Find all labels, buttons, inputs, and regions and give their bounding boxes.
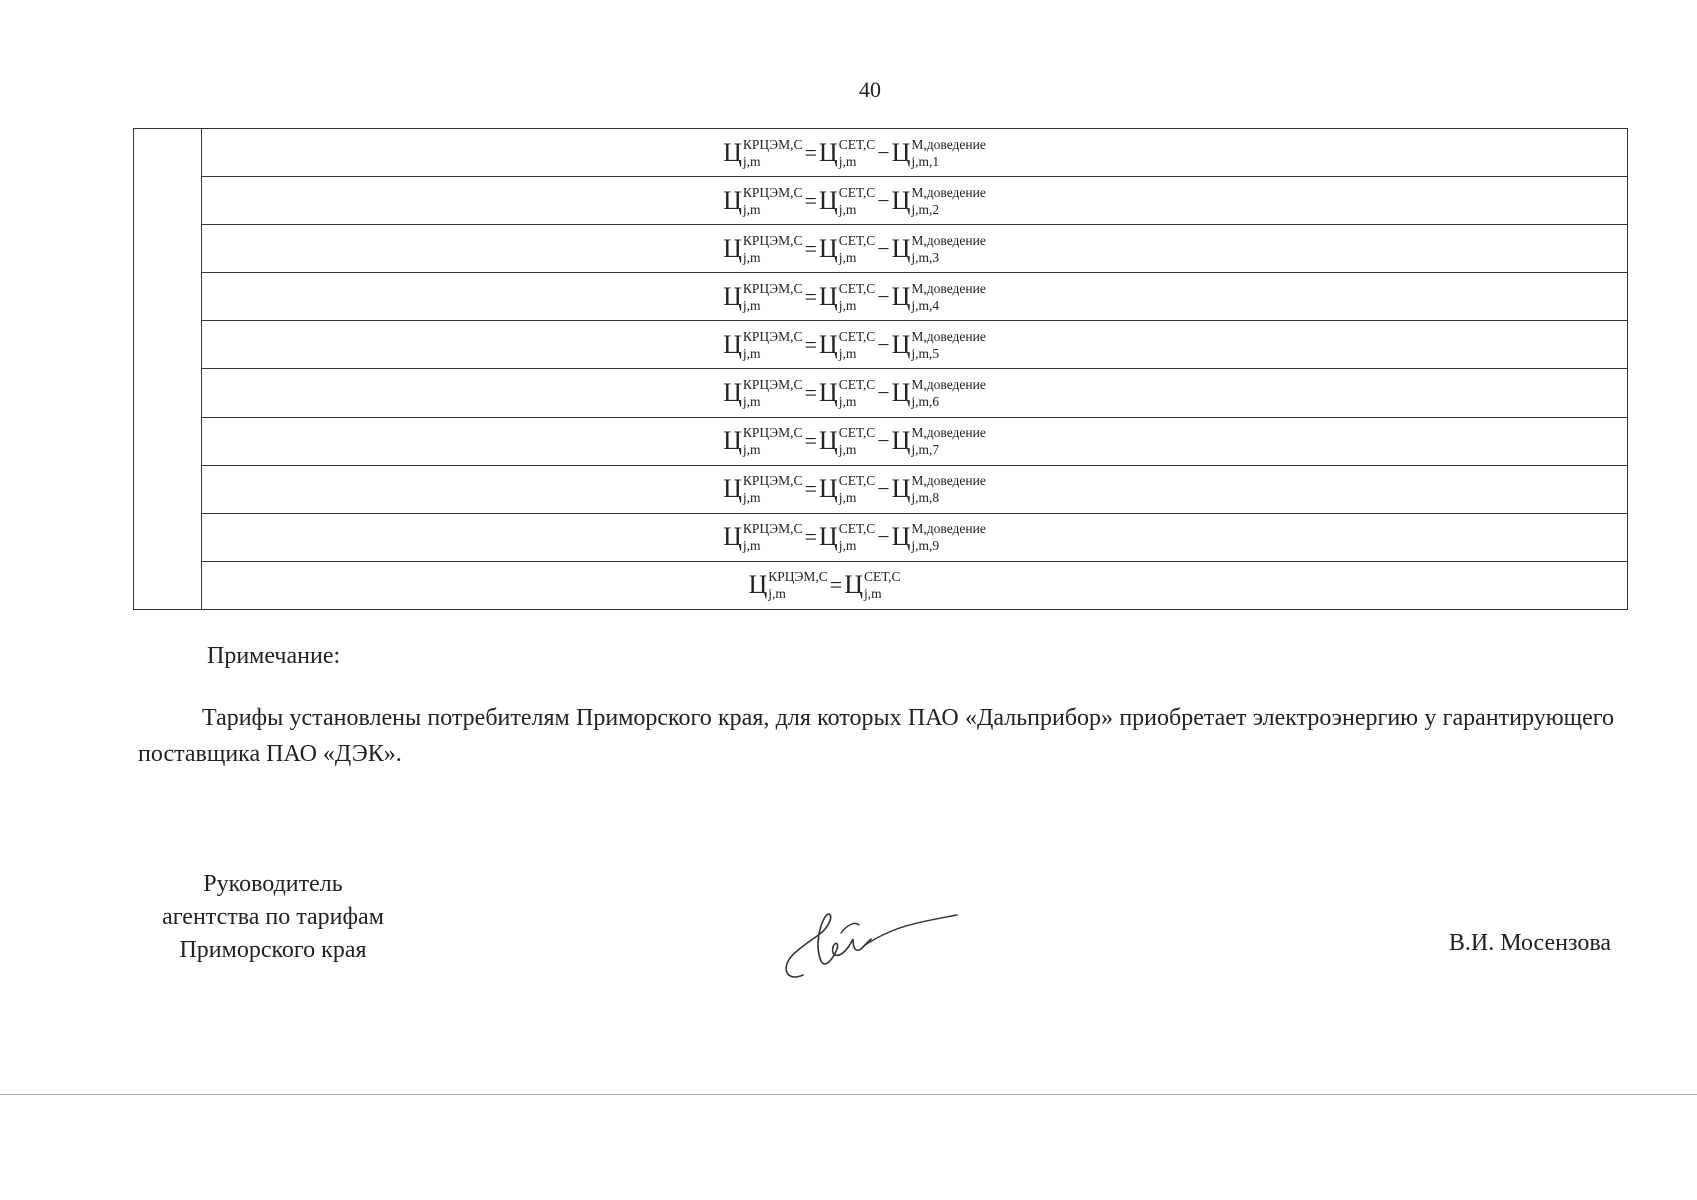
formula-sup: КРЦЭМ,С bbox=[742, 280, 803, 296]
formula-sub: j,m bbox=[838, 345, 857, 361]
formula bbox=[723, 136, 986, 169]
formula-rhs-dovedenie: Ц М,доведение j,m,7 bbox=[891, 425, 986, 458]
formula-sub: j,m,2 bbox=[911, 201, 940, 217]
minus-sign: − bbox=[877, 283, 890, 309]
formula bbox=[723, 184, 986, 217]
formula-sub: j,m bbox=[838, 201, 857, 217]
formula-sup: КРЦЭМ,С bbox=[742, 184, 803, 200]
table-row bbox=[202, 369, 1627, 417]
equals-sign: = bbox=[804, 235, 817, 261]
minus-sign: − bbox=[877, 139, 890, 165]
formula bbox=[723, 377, 986, 410]
formula bbox=[748, 569, 901, 602]
equals-sign: = bbox=[804, 476, 817, 502]
formula-table bbox=[133, 128, 1628, 610]
formula-sub: j,m bbox=[838, 538, 857, 554]
formula-lhs: Ц КРЦЭМ,С j,m bbox=[723, 280, 803, 313]
formula-sup: М,доведение bbox=[911, 136, 986, 152]
formula bbox=[723, 521, 986, 554]
signatory-title bbox=[137, 868, 409, 967]
equals-sign: = bbox=[804, 428, 817, 454]
signatory-title-line: Приморского края bbox=[179, 937, 367, 963]
formula-sub: j,m,9 bbox=[911, 538, 940, 554]
equals-sign: = bbox=[804, 187, 817, 213]
formula-sub: j,m,7 bbox=[911, 442, 940, 458]
formula-sup: СЕТ,С bbox=[864, 569, 901, 585]
formula-sup: СЕТ,С bbox=[838, 521, 876, 537]
formula-rhs-net: Ц СЕТ,С j,m bbox=[818, 425, 876, 458]
formula-sub: j,m bbox=[768, 586, 786, 602]
formula-rhs-net: Ц СЕТ,С j,m bbox=[818, 377, 876, 410]
formula-sup: М,доведение bbox=[911, 425, 986, 441]
formula-sup: КРЦЭМ,С bbox=[742, 521, 803, 537]
table-row bbox=[202, 418, 1627, 466]
formula-sub: j,m bbox=[838, 442, 857, 458]
formula bbox=[723, 425, 986, 458]
formula-lhs: Ц КРЦЭМ,С j,m bbox=[723, 521, 803, 554]
minus-sign: − bbox=[877, 428, 890, 454]
table-left-column bbox=[134, 129, 202, 609]
page-bottom-rule bbox=[0, 1094, 1697, 1095]
equals-sign: = bbox=[804, 380, 817, 406]
formula-sup: СЕТ,С bbox=[838, 473, 876, 489]
formula-lhs: Ц КРЦЭМ,С j,m bbox=[723, 425, 803, 458]
signatory-title-line: Руководитель bbox=[203, 871, 343, 897]
formula-sup: СЕТ,С bbox=[838, 280, 876, 296]
formula-sub: j,m bbox=[742, 442, 761, 458]
formula-sup: КРЦЭМ,С bbox=[742, 136, 803, 152]
formula bbox=[723, 473, 986, 506]
formula-sup: КРЦЭМ,С bbox=[742, 377, 803, 393]
minus-sign: − bbox=[877, 476, 890, 502]
formula-sup: КРЦЭМ,С bbox=[742, 232, 803, 248]
equals-sign: = bbox=[804, 139, 817, 165]
formula-rhs-net: Ц СЕТ,С j,m bbox=[818, 328, 876, 361]
formula-sub: j,m bbox=[742, 249, 761, 265]
formula-sup: КРЦЭМ,С bbox=[742, 473, 803, 489]
formula-sub: j,m,6 bbox=[911, 394, 940, 410]
formula bbox=[723, 328, 986, 361]
formula-rhs-net: Ц СЕТ,С j,m bbox=[818, 521, 876, 554]
formula-sub: j,m bbox=[838, 490, 857, 506]
formula-sup: М,доведение bbox=[911, 280, 986, 296]
formula-sub: j,m bbox=[838, 394, 857, 410]
signatory-title-line: агентства по тарифам bbox=[162, 904, 384, 930]
formula-sub: j,m,5 bbox=[911, 345, 940, 361]
table-row bbox=[202, 466, 1627, 514]
formula-sup: М,доведение bbox=[911, 232, 986, 248]
table-row bbox=[202, 177, 1627, 225]
formula-rhs-dovedenie: Ц М,доведение j,m,1 bbox=[891, 136, 986, 169]
formula-lhs: Ц КРЦЭМ,С j,m bbox=[723, 377, 803, 410]
minus-sign: − bbox=[877, 524, 890, 550]
formula-rhs-net: Ц СЕТ,С j,m bbox=[818, 136, 876, 169]
formula-lhs: Ц КРЦЭМ,С j,m bbox=[723, 136, 803, 169]
table-row bbox=[202, 514, 1627, 562]
formula-lhs: Ц КРЦЭМ,С j,m bbox=[723, 184, 803, 217]
formula-sub: j,m,4 bbox=[911, 297, 940, 313]
table-row bbox=[202, 562, 1627, 609]
formula-sub: j,m,1 bbox=[911, 153, 940, 169]
formula-rhs-dovedenie: Ц М,доведение j,m,4 bbox=[891, 280, 986, 313]
formula-sup: СЕТ,С bbox=[838, 425, 876, 441]
formula-rhs-dovedenie: Ц М,доведение j,m,6 bbox=[891, 377, 986, 410]
formula-rhs-net: Ц СЕТ,С j,m bbox=[818, 232, 876, 265]
formula-sup: КРЦЭМ,С bbox=[742, 328, 803, 344]
formula-sub: j,m bbox=[838, 153, 857, 169]
note-title: Примечание: bbox=[207, 643, 341, 669]
formula-sup: М,доведение bbox=[911, 377, 986, 393]
formula-rhs-dovedenie: Ц М,доведение j,m,3 bbox=[891, 232, 986, 265]
formula-sup: М,доведение bbox=[911, 328, 986, 344]
equals-sign: = bbox=[804, 331, 817, 357]
formula-lhs: Ц КРЦЭМ,С j,m bbox=[723, 232, 803, 265]
table-row bbox=[202, 321, 1627, 369]
formula-rhs-dovedenie: Ц М,доведение j,m,8 bbox=[891, 473, 986, 506]
formula-sub: j,m bbox=[742, 345, 761, 361]
formula-rhs-dovedenie: Ц М,доведение j,m,5 bbox=[891, 328, 986, 361]
formula-lhs: Ц КРЦЭМ,С j,m bbox=[723, 473, 803, 506]
formula-rhs-net: Ц СЕТ,С j,m bbox=[844, 569, 901, 602]
formula-sub: j,m bbox=[864, 586, 882, 602]
table-row bbox=[202, 273, 1627, 321]
formula-rhs-net: Ц СЕТ,С j,m bbox=[818, 473, 876, 506]
formula-sup: СЕТ,С bbox=[838, 377, 876, 393]
minus-sign: − bbox=[877, 331, 890, 357]
formula bbox=[723, 232, 986, 265]
formula-sub: j,m bbox=[838, 249, 857, 265]
formula-sup: М,доведение bbox=[911, 473, 986, 489]
formula-sub: j,m bbox=[838, 297, 857, 313]
handwritten-signature-icon bbox=[775, 895, 965, 985]
note-text: Тарифы установлены потребителям Приморского края, для которых ПАО «Дальприбор» приобретает электроэнергию у гарантирующего поставщика ПАО «ДЭК». bbox=[138, 705, 1614, 767]
formula-rhs-net: Ц СЕТ,С j,m bbox=[818, 184, 876, 217]
formula-rhs-dovedenie: Ц М,доведение j,m,2 bbox=[891, 184, 986, 217]
table-row bbox=[202, 225, 1627, 273]
equals-sign: = bbox=[804, 524, 817, 550]
formula-sub: j,m bbox=[742, 394, 761, 410]
table-row bbox=[202, 129, 1627, 177]
formula-sup: СЕТ,С bbox=[838, 184, 876, 200]
formula-sub: j,m bbox=[742, 201, 761, 217]
equals-sign: = bbox=[829, 572, 843, 598]
formula-lhs: Ц КРЦЭМ,С j,m bbox=[748, 569, 828, 602]
formula-sub: j,m bbox=[742, 490, 761, 506]
formula bbox=[723, 280, 986, 313]
minus-sign: − bbox=[877, 380, 890, 406]
formula-lhs: Ц КРЦЭМ,С j,m bbox=[723, 328, 803, 361]
formula-sub: j,m bbox=[742, 297, 761, 313]
formula-sup: СЕТ,С bbox=[838, 136, 876, 152]
formula-rhs-net: Ц СЕТ,С j,m bbox=[818, 280, 876, 313]
formula-sup: СЕТ,С bbox=[838, 232, 876, 248]
formula-rows bbox=[202, 129, 1627, 609]
formula-sup: М,доведение bbox=[911, 521, 986, 537]
signatory-name: В.И. Мосензова bbox=[1448, 930, 1611, 956]
formula-sub: j,m,3 bbox=[911, 249, 940, 265]
formula-sup: М,доведение bbox=[911, 184, 986, 200]
minus-sign: − bbox=[877, 235, 890, 261]
equals-sign: = bbox=[804, 283, 817, 309]
formula-sup: КРЦЭМ,С bbox=[742, 425, 803, 441]
page-number: 40 bbox=[859, 77, 881, 102]
formula-sub: j,m,8 bbox=[911, 490, 940, 506]
formula-sub: j,m bbox=[742, 538, 761, 554]
formula-sup: КРЦЭМ,С bbox=[768, 569, 828, 585]
formula-sup: СЕТ,С bbox=[838, 328, 876, 344]
formula-sub: j,m bbox=[742, 153, 761, 169]
formula-rhs-dovedenie: Ц М,доведение j,m,9 bbox=[891, 521, 986, 554]
minus-sign: − bbox=[877, 187, 890, 213]
